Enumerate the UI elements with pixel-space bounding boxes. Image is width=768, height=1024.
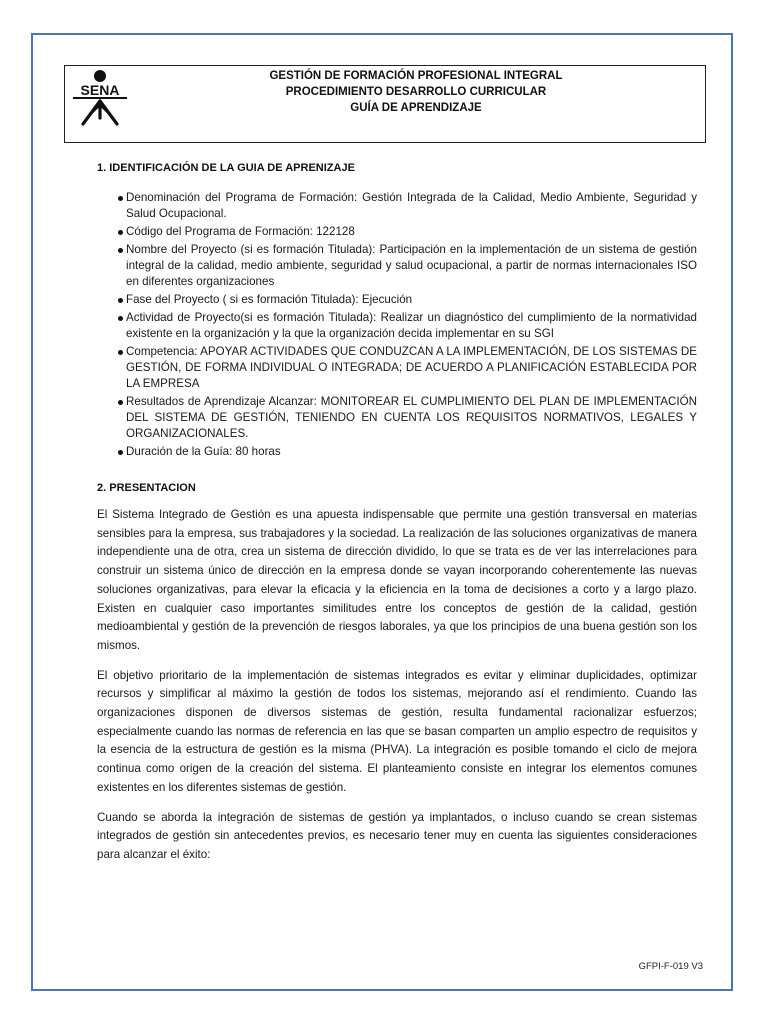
bullet-icon [118,196,123,201]
list-item: Duración de la Guía: 80 horas [97,444,697,460]
bullet-icon [118,316,123,321]
header-title-2: PROCEDIMIENTO DESARROLLO CURRICULAR [285,86,547,98]
list-item: Denominación del Programa de Formación: Gestión Integrada de la Calidad, Medio Ambiente, Seguridad y Salud Ocupacional. [97,190,697,222]
section2 [97,480,697,865]
sena-logo [69,68,131,126]
bullet-icon [118,450,123,455]
list-item: Resultados de Aprendizaje Alcanzar: MONITOREAR EL CUMPLIMIENTO DEL PLAN DE IMPLEMENTACIÓN DEL SISTEMA DE GESTIÓN, TENIENDO EN CUENTA LOS REQUISITOS NORMATIVOS, LEGALES Y ORGANIZACIONALES. [97,394,697,442]
list-item: Competencia: APOYAR ACTIVIDADES QUE CONDUZCAN A LA IMPLEMENTACIÓN, DE LOS SISTEMAS DE GESTIÓN, DE FORMA INDIVIDUAL O INTEGRADA; DE ACUERDO A PLANIFICACIÓN ESTABLECIDA POR LA EMPRESA [97,344,697,392]
list-item: Actividad de Proyecto(si es formación Titulada): Realizar un diagnóstico del cumplimiento de la normatividad existente en la organización y la que la organización decida implementar en su SGI [97,310,697,342]
footer-code: GFPI-F-019 V3 [638,961,703,972]
section2-heading: 2. PRESENTACION [97,482,196,494]
list-item: Fase del Proyecto ( si es formación Titulada): Ejecución [97,292,697,308]
bullet-icon [118,400,123,405]
paragraph: El Sistema Integrado de Gestión es una apuesta indispensable que permite una gestión transversal en materias sensibles para la empresa, sus trabajadores y la sociedad. La realización de las soluciones organizativas de manera independiente una de otra, crea un sistema de dirección dividido, lo que se trata es de ver las interrelaciones para construir un sistema único de dirección en la empresa donde se vayan incorporando coherentemente las nuevas soluciones organizativas, para elevar la eficacia y la eficiencia en la toma de decisiones a corto y a largo plazo. Existen en cualquier caso importantes similitudes entre los conceptos de gestión de la calidad, gestión medioambiental y gestión de la prevención de riesgos laborales, ya que los principios de una buena gestión son los mismos. [97,508,697,652]
document-body [97,160,697,865]
bullet-icon [118,248,123,253]
header-titles [135,68,697,116]
header-title-3: GUÍA DE APRENDIZAJE [350,102,482,114]
list-item: Nombre del Proyecto (si es formación Titulada): Participación en la implementación de un sistema de gestión integral de la calidad, medio ambiente, seguridad y salud ocupacional, a partir de normas internacionales ISO en diferentes organizaciones [97,242,697,290]
bullet-icon [118,298,123,303]
header-title-1: GESTIÓN DE FORMACIÓN PROFESIONAL INTEGRAL [269,70,563,82]
list-item: Código del Programa de Formación: 122128 [97,224,697,240]
bullet-icon [118,230,123,235]
identification-list [97,190,697,460]
paragraph: El objetivo prioritario de la implementación de sistemas integrados es evitar y eliminar duplicidades, optimizar recursos y simplificar al máximo la gestión de todos los sistemas, mejorando así el rendimiento. Cuando las organizaciones disponen de diversos sistemas de gestión, resulta fundamental racionalizar esfuerzos; especialmente cuando las normas de referencia en las que se basan comparten un amplio espectro de requisitos y la esencia de la estructura de gestión es la misma (PHVA). La integración es posible tomando el ciclo de mejora continua como origen de la creación del sistema. El planteamiento consiste en integrar los elementos comunes existentes en los diferentes sistemas de gestión. [97,668,697,794]
bullet-icon [118,350,123,355]
document-header [64,65,706,143]
section1-heading: 1. IDENTIFICACIÓN DE LA GUIA DE APRENIZAJE [97,162,355,174]
paragraph: Cuando se aborda la integración de sistemas de gestión ya implantados, o incluso cuando se crean sistemas integrados de gestión sin antecedentes previos, es necesario tener muy en cuenta las siguientes consideraciones para alcanzar el éxito: [97,810,697,861]
svg-text:SENA: SENA [80,82,120,98]
